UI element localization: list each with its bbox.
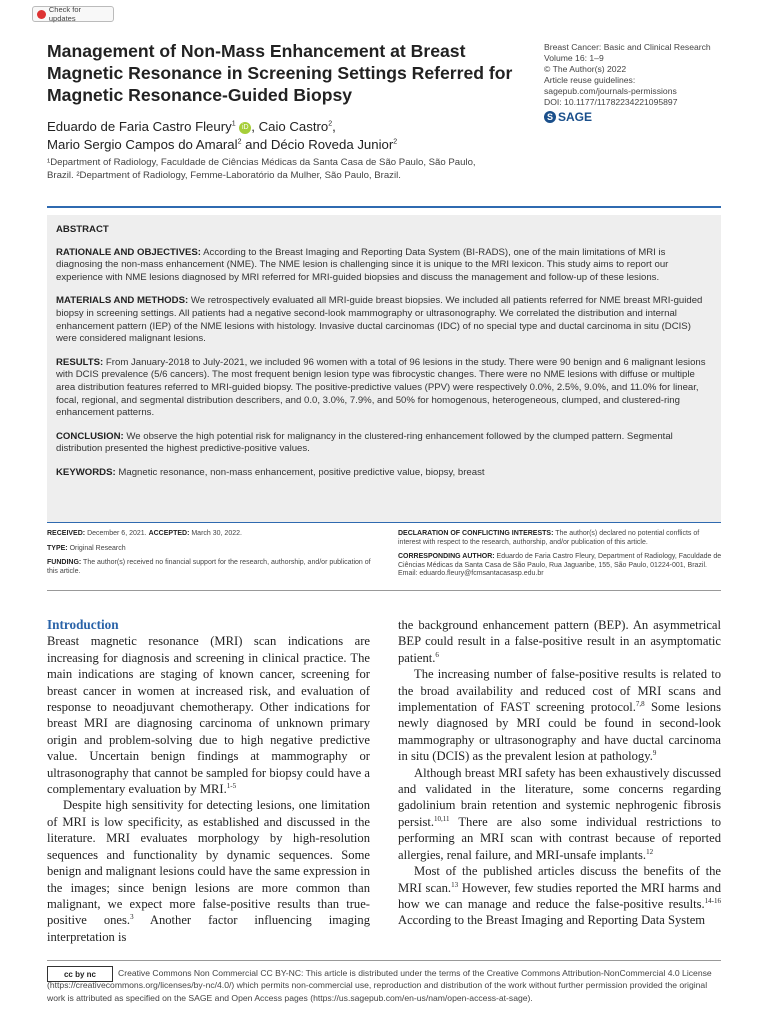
meta-label: RECEIVED: — [47, 530, 86, 537]
paragraph — [398, 765, 721, 863]
journal-copyright: © The Author(s) 2022 — [544, 64, 627, 74]
abstract-label: KEYWORDS: — [56, 466, 116, 478]
paragraph-text: Most of the published articles discuss the benefits of the MRI scan. — [398, 864, 721, 895]
abstract-results — [56, 357, 714, 420]
paragraph-text: However, few studies reported the MRI harms and how we can manage and reduce the false-positive results. — [398, 880, 721, 911]
paragraph — [398, 863, 721, 929]
paragraph — [398, 617, 721, 666]
article-meta-right — [398, 530, 723, 585]
meta-label: CORRESPONDING AUTHOR: — [398, 553, 495, 561]
author-sup: 2 — [328, 120, 333, 128]
author-name: , Caio Castro — [251, 119, 329, 134]
abstract-methods — [56, 295, 714, 345]
paragraph-text: Despite high sensitivity for detecting lesions, one limitation of MRI is low specificity, as established and discussed in the literature. MRI evaluates morphology by high-resolution sequences and functionality by dynamic sequences. Some benign and malignant lesions could have the same expression in the images; since benign lesions are more common than malignant, we expect more false-positive results than true-positive ones. — [47, 798, 370, 928]
abstract-conclusion — [56, 431, 714, 456]
body-column-right — [398, 617, 721, 929]
author-sup: 2 — [237, 138, 242, 146]
abstract-label: RATIONALE AND OBJECTIVES: — [56, 246, 201, 258]
license-paragraph: Creative Commons Non Commercial CC BY-NC: This article is distributed under the terms of the Creative Commons Attribution-NonCommercial 4.0 License (https://creativecommons.org/licenses/by-nc/4.0/) which permits non-commercial use, reproduction and distribution of the work without further permission provided the original work is attributed as specified on the SAGE and Open Access pages (https://us.sagepub.com/en-us/nam/open-access-at-sage). — [47, 968, 712, 1003]
conflict-declaration — [398, 530, 723, 547]
paragraph-text: Another factor influencing imaging interpretation is — [47, 913, 370, 944]
citation[interactable]: 12 — [646, 847, 654, 856]
author-name: and Décio Roveda Junior — [241, 136, 394, 152]
body-column-left — [47, 617, 370, 945]
corresponding-author — [398, 553, 723, 579]
citation[interactable]: 14-16 — [704, 896, 721, 905]
journal-reuse: Article reuse guidelines: — [544, 75, 636, 85]
author-name: Mario Sergio Campos do Amaral — [47, 136, 238, 152]
author-sup: 1 — [231, 120, 236, 128]
paragraph-text: Some lesions newly diagnosed by MRI could be found in second-look mammography or ultrasonography and have ductal carcinoma in situ (DCIS) as the prevalent lesion at pathology. — [398, 700, 722, 764]
citation[interactable]: 1-5 — [226, 781, 237, 790]
license-text — [47, 967, 727, 1004]
abstract-text: We observe the high potential risk for malignancy in the clustered-ring enhancement followed by the clumped pattern. Segmental distribution presented the highest predictive-positive values. — [56, 430, 673, 455]
journal-name: Breast Cancer: Basic and Clinical Research — [544, 42, 711, 52]
citation[interactable]: 7,8 — [635, 699, 645, 708]
citation[interactable]: 9 — [652, 749, 657, 758]
journal-doi[interactable]: DOI: 10.1177/11782234221095897 — [544, 97, 678, 107]
citation[interactable]: 10,11 — [434, 814, 450, 823]
funding — [47, 559, 372, 576]
paragraph-text: The increasing number of false-positive results is related to the broad availability and reduced cost of MRI scans and implementation of FAST screening protocol. — [398, 667, 721, 715]
paragraph-text: There are also some individual restrictions to performing an MRI scan with contrast because of reported allergies, renal failure, and MRI-unsafe implants. — [398, 814, 721, 862]
divider — [47, 206, 721, 208]
citation[interactable]: 3 — [130, 913, 134, 922]
abstract-rationale — [56, 247, 714, 285]
journal-info — [544, 42, 744, 108]
paragraph-text: the background enhancement pattern (BEP). An asymmetrical BEP could result in a false-positive result in an asymptomatic patient. — [398, 618, 721, 665]
paragraph-text: According to the Breast Imaging and Reporting Data System — [398, 913, 706, 928]
meta-value: Original Research — [67, 544, 126, 552]
meta-value: December 6, 2021. — [85, 530, 149, 537]
abstract-text: We retrospectively evaluated all MRI-guide breast biopsies. We included all patients referred for NME breast MRI-guided biopsy in screening settings. All patients had a negative second-look mammography or ultrasonography. We correlated the distribution and internal enhancement pattern (IEP) of the NME lesions with histology. Invasive ductal carcinomas (IDC) of no special type and ductal carcinoma in situ (DCIS) were considered malignant lesions. — [56, 295, 703, 345]
paragraph — [398, 666, 721, 764]
crossmark-icon — [37, 10, 46, 19]
paragraph — [47, 633, 370, 797]
sage-logo — [544, 110, 592, 124]
article-type — [47, 545, 372, 554]
paragraph — [47, 797, 370, 945]
check-for-updates-button[interactable] — [32, 6, 114, 22]
citation[interactable]: 13 — [451, 880, 459, 889]
citation[interactable]: 6 — [435, 650, 439, 659]
paragraph-text: Breast magnetic resonance (MRI) scan indications are increasing for diagnosis and screening in clinical practice. The main indications are staging of known cancer, screening for breast cancer in women at increased risk, and evaluation of response to neoadjuvant chemotherapy. Other indications for breast MRI are diagnosing carcinoma of unknown primary origin and problem-solving due to high negative predictive value. Uncertain benign findings at mammography or ultrasonography that cannot be sampled for biopsy could have a complementary evaluation by MRI. — [47, 634, 370, 797]
paragraph-text: Although breast MRI safety has been exhaustively discussed and validated in the literature, some concerns regarding gadolinium brain retention and systemic nephrogenic fibrosis persist. — [398, 765, 721, 829]
author-list: Eduardo de Faria Castro Fleury$^1$ iD , Caio Castro$^2$, Mario Sergio Campos do Amaral$^2$ and Décio Roveda Junior$^2$ — [47, 119, 398, 152]
meta-label: ACCEPTED: — [148, 530, 190, 537]
author-name: Eduardo de Faria Castro Fleury — [47, 119, 232, 134]
cc-license-icon: cc by nc — [63, 969, 96, 979]
abstract-heading: ABSTRACT — [56, 224, 109, 235]
abstract-label: MATERIALS AND METHODS: — [56, 295, 189, 307]
article-title: Management of Non-Mass Enhancement at Breast Magnetic Resonance in Screening Settings Referred for Magnetic Resonance-Guided Biopsy — [47, 41, 513, 105]
meta-label: TYPE: — [47, 544, 68, 552]
meta-value: The author(s) received no financial support for the research, authorship, and/or publication of this article. — [47, 559, 371, 575]
section-heading: Introduction — [47, 617, 119, 632]
abstract-text: Magnetic resonance, non-mass enhancement, positive predictive value, biopsy, breast — [115, 466, 485, 478]
author-sup: 2 — [393, 138, 398, 146]
check-for-updates-label: Check for updates — [48, 5, 81, 23]
abstract-label: CONCLUSION: — [56, 430, 124, 442]
article-meta-left — [47, 530, 372, 582]
journal-permissions-link[interactable]: sagepub.com/journals-permissions — [544, 86, 677, 96]
abstract-text: According to the Breast Imaging and Reporting Data System (BI-RADS), one of the main limitations of MRI is diagnosing the non-mass enhancement (NME). The NME lesion is challenging since it is unique to the MRI lexicon. This study aims to report our experience with NME lesions diagnosed by MRI referred for MRI-guided biopsies and discuss the management and follow-up of these lesions. — [56, 246, 669, 283]
abstract-keywords — [56, 467, 714, 480]
sage-s-icon: S — [544, 111, 556, 123]
journal-volume: Volume 16: 1–9 — [544, 53, 604, 63]
affiliations: ¹Department of Radiology, Faculdade de Ciências Médicas da Santa Casa de São Paulo, São Paulo, Brazil. ²Department of Radiology, Femme-Laboratório da Mulher, São Paulo, Brazil. — [47, 157, 476, 181]
abstract-text: From January-2018 to July-2021, we included 96 women with a total of 96 lesions in the study. There were 90 benign and 6 malignant lesions with DCIS prevalence (5/6 cancers). The most frequent benign lesion type was fibrocystic changes. There were no NME lesions with diffuse or multiple area distribution features referred to MRI-guided biopsy. The positive-predictive values (PPV) were respectively 0.0%, 2.5%, 9.0%, and 11.0% for linear, focal, regional, and segmental distribution describers, and 0.0, 3.0%, 7.9%, and 50% for homogenous, heterogeneous, clumped, and clustered-ring enhancement patterns. — [56, 356, 706, 419]
meta-value: March 30, 2022. — [189, 530, 242, 537]
orcid-icon[interactable]: iD — [239, 122, 251, 134]
abstract-label: RESULTS: — [56, 356, 104, 368]
received-accepted — [47, 530, 372, 539]
divider — [47, 960, 721, 961]
meta-value: Eduardo de Faria Castro Fleury, Department of Radiology, Faculdade de Ciências Médicas da Santa Casa de São Paulo, Rua Jaguaribe, 155, São Paulo, 01224-001, Brazil. Email: eduardo.fleury@fcmsantacasasp.edu.br — [398, 553, 722, 578]
divider — [47, 522, 721, 523]
meta-value: The author(s) declared no potential conflicts of interest with respect to the research, authorship, and/or publication of this article. — [398, 530, 700, 546]
sage-logo-text: SAGE — [558, 110, 593, 124]
divider — [47, 590, 721, 591]
meta-label: FUNDING: — [47, 559, 82, 567]
meta-label: DECLARATION OF CONFLICTING INTERESTS: — [398, 530, 554, 537]
abstract-box — [47, 215, 721, 522]
